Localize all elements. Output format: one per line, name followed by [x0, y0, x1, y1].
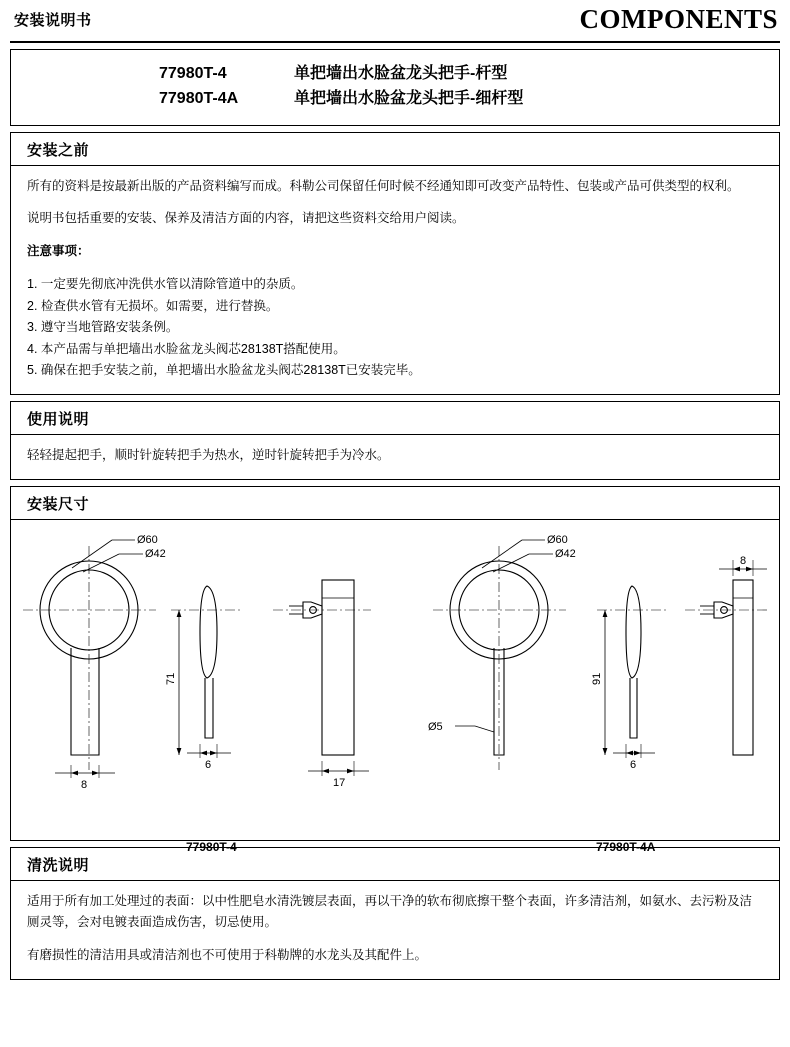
- dimension-drawing: [11, 520, 779, 854]
- dim-label-right-h91: 91: [591, 672, 603, 685]
- notice-item: 1. 一定要先彻底冲洗供水管以清除管道中的杂质。: [27, 277, 304, 292]
- model-name: 单把墙出水脸盆龙头把手-细杆型: [294, 89, 524, 107]
- section-body: [11, 881, 779, 980]
- section-before-install: [10, 132, 780, 395]
- dim-label-right-t6: 6: [630, 758, 637, 771]
- section-body: [11, 166, 779, 394]
- notice-title: 注意事项：: [27, 244, 90, 259]
- dimension-drawing-svg: [11, 520, 771, 840]
- usage-text: 轻轻提起把手，顺时针旋转把手为热水，逆时针旋转把手为冷水。: [27, 447, 390, 462]
- notice-item: 2. 检查供水管有无损坏。如需要，进行替换。: [27, 298, 279, 313]
- section-usage: [10, 401, 780, 480]
- model-row: [11, 87, 779, 112]
- notice-item: 5. 确保在把手安装之前，单把墙出水脸盆龙头阀芯28138T已安装完毕。: [27, 363, 421, 378]
- section-title: 使用说明: [11, 402, 779, 435]
- drawing-caption-left: 77980T-4: [186, 839, 237, 854]
- drawing-captions: [11, 840, 779, 866]
- section-title: 安装尺寸: [11, 487, 779, 520]
- dim-label-left-d42: Ø42: [145, 547, 166, 560]
- page-title: 安装说明书: [14, 12, 92, 29]
- dim-label-left-h71: 71: [165, 672, 177, 685]
- notice-item: 4. 本产品需与单把墙出水脸盆龙头阀芯28138T搭配使用。: [27, 341, 346, 356]
- notice-list: [27, 274, 763, 382]
- section-cleaning: [10, 847, 780, 981]
- brand-label: COMPONENTS: [579, 4, 778, 34]
- dim-label-right-d60: Ø60: [547, 533, 568, 546]
- header-divider: [10, 41, 780, 43]
- model-list: [10, 49, 780, 126]
- section-body: [11, 435, 779, 479]
- drawing-caption-right: 77980T-4A: [596, 839, 656, 854]
- cleaning-paragraph-2: 有磨损性的清洁用具或清洁剂也不可使用于科勒牌的水龙头及其配件上。: [27, 948, 428, 963]
- section-title: 安装之前: [11, 133, 779, 166]
- document-page: [0, 6, 790, 1047]
- model-name: 单把墙出水脸盆龙头把手-杆型: [294, 65, 508, 82]
- section-title: 清洗说明: [11, 848, 779, 881]
- dim-label-right-t8: 8: [740, 554, 747, 567]
- section-dimensions: [10, 486, 780, 854]
- model-code: 77980T-4A: [159, 89, 239, 107]
- before-paragraph-1: 所有的资料是按最新出版的产品资料编写而成。科勒公司保留任何时候不经通知即可改变产品特性、包装或产品可供类型的权利。: [27, 178, 740, 193]
- document-header: [10, 6, 780, 40]
- cleaning-paragraph-1: 适用于所有加工处理过的表面：以中性肥皂水清洗镀层表面，再以干净的软布彻底擦干整个表面，许多清洁剂，如氨水、去污粉及洁厕灵等，会对电镀表面造成伤害，切忌使用。: [27, 893, 753, 930]
- dim-label-left-d17: 17: [333, 776, 346, 789]
- dim-label-right-d5: Ø5: [428, 720, 443, 733]
- before-paragraph-2: 说明书包括重要的安装、保养及清洁方面的内容，请把这些资料交给用户阅读。: [27, 211, 465, 226]
- model-code: 77980T-4: [159, 65, 227, 82]
- dim-label-left-d60: Ø60: [137, 533, 158, 546]
- model-row: [11, 62, 779, 87]
- dim-label-left-t6: 6: [205, 758, 212, 771]
- dim-label-right-d42: Ø42: [555, 547, 576, 560]
- dim-label-left-w8: 8: [81, 778, 88, 791]
- notice-item: 3. 遵守当地管路安装条例。: [27, 320, 179, 335]
